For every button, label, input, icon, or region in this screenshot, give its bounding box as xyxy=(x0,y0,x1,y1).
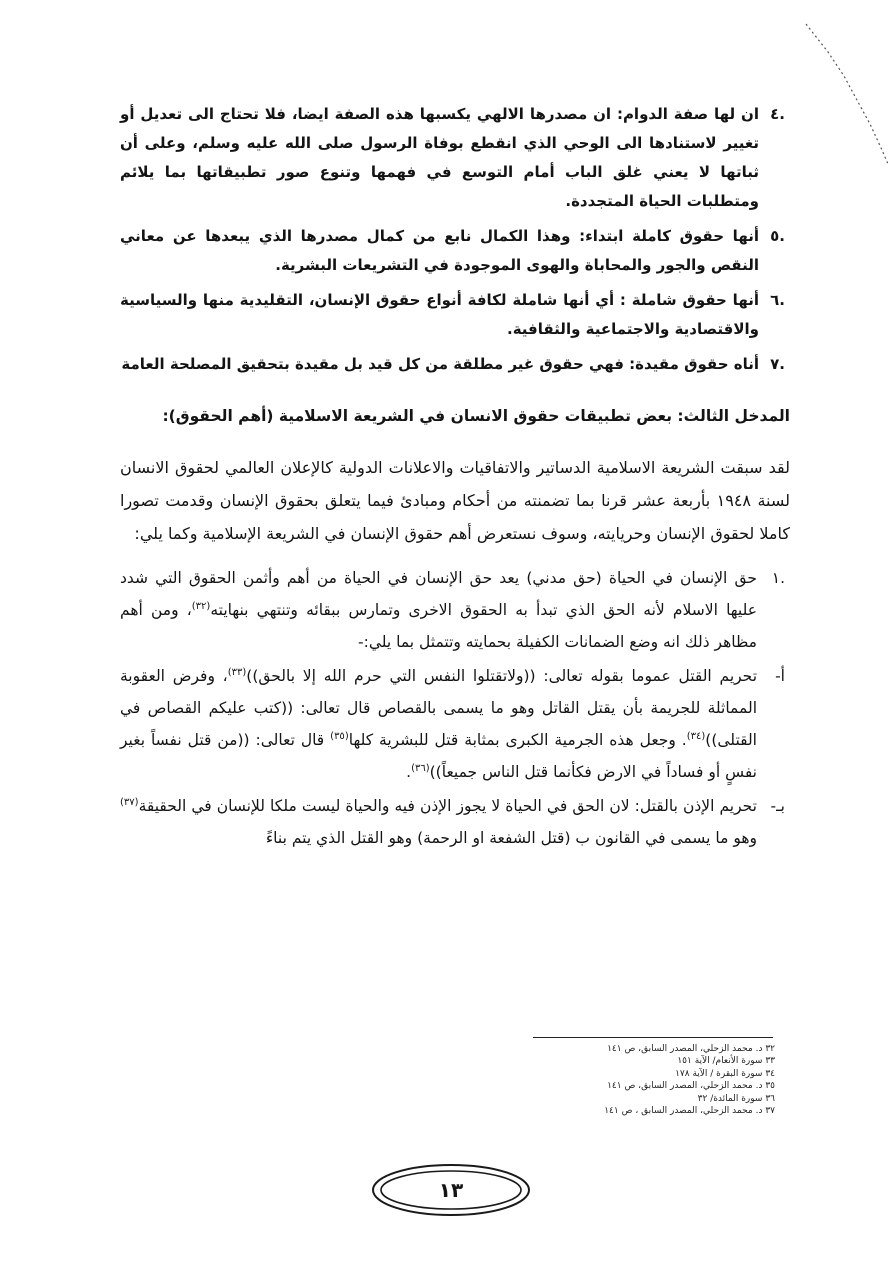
list-number: .٥ xyxy=(770,227,785,245)
list-text: أنها حقوق شاملة : أي أنها شاملة لكافة أنواع حقوق الإنسان، التقليدية منها والسياسية والاقتصادية والاجتماعية والثقافية. xyxy=(120,291,759,338)
footnote-divider xyxy=(533,1037,773,1038)
footnotes xyxy=(540,1043,775,1117)
footnote-ref: (٣٥) xyxy=(330,730,349,742)
sub-item-letter: أ- xyxy=(775,667,785,685)
footnote-ref: (٣٣) xyxy=(227,666,247,678)
list-text: أناه حقوق مقيدة: فهي حقوق غير مطلقة من كل قيد بل مقيدة بتحقيق المصلحة العامة xyxy=(121,355,759,373)
sub-item-text: تحريم القتل عموما بقوله تعالى: ((ولاتقتلوا النفس التي حرم الله إلا بالحق)) xyxy=(246,667,758,685)
footnote-ref: (٣٢) xyxy=(191,600,211,612)
list-number: .٦ xyxy=(770,291,785,309)
sub-item-text: تحريم الإذن بالقتل: لان الحق في الحياة لا يجوز الإذن فيه والحياة ليست ملكا للإنسان في الحقيقة xyxy=(138,797,757,815)
footnote-37: ٣٧ د. محمد الزحلي، المصدر السابق ، ص ١٤١ xyxy=(604,1106,775,1117)
footnote-33: ٣٣ سورة الأنعام/ الآية ١٥١ xyxy=(677,1056,775,1067)
list-number: .١ xyxy=(771,569,785,587)
sub-item-b xyxy=(120,790,785,854)
list-number: .٤ xyxy=(770,105,785,123)
list-text: ان لها صفة الدوام: ان مصدرها الالهي يكسبها هذه الصفة ايضا، فلا تحتاج الى تعديل أو تغيير لاستنادها الى الوحي الذي انقطع بوفاة الرسول صلى الله عليه وسلم، وعلى أن ثباتها لا يعني غلق الباب أمام التوسع في فهمها وتنوع صور تطبيقاتها بما يلائم ومتطلبات الحياة المتجددة. xyxy=(120,105,759,210)
list-number: .٧ xyxy=(770,355,785,373)
section-heading: المدخل الثالث: بعض تطبيقات حقوق الانسان في الشريعة الاسلامية (أهم الحقوق): xyxy=(162,407,790,425)
list-item-6 xyxy=(120,286,785,344)
list-item-7 xyxy=(120,350,785,379)
list-item-4 xyxy=(120,100,785,216)
footnote-ref: (٣٦) xyxy=(411,762,430,774)
scan-edge-mark xyxy=(800,18,892,168)
footnote-34: ٣٤ سورة البقرة / الآية ١٧٨ xyxy=(675,1068,775,1079)
right-to-life-text-cont: ، ومن أهم مظاهر ذلك انه وضع الضمانات الكفيلة بحمايته وتتمثل بما يلي:- xyxy=(120,601,757,651)
footnote-35: ٣٥ د. محمد الزحلي، المصدر السابق، ص ١٤١ xyxy=(607,1081,775,1092)
footnote-36: ٣٦ سورة المائدة/ ٣٢ xyxy=(697,1093,775,1104)
sub-item-text: . xyxy=(406,763,412,781)
sub-item-text: قال تعالى: ((من قتل نفساً بغير نفسٍ أو فساداً في الارض فكأنما قتل الناس جميعاً)) xyxy=(120,731,757,781)
sub-item-text: وهو ما يسمى في القانون ب (قتل الشفعة او الرحمة) وهو القتل الذي يتم بناءً xyxy=(265,829,757,847)
intro-paragraph: لقد سبقت الشريعة الاسلامية الدساتير والاتفاقيات والاعلانات الدولية كالإعلان العالمي لحقوق الانسان لسنة ١٩٤٨ بأربعة عشر قرنا بما تضمنته من أحكام ومبادئ فيما يتعلق بحقوق الإنسان وقدمت تصورا كاملا لحقوق الإنسان وحريايته، وسوف نستعرض أهم حقوق الإنسان في الشريعة الإسلامية وكما يلي: xyxy=(120,458,791,543)
list-item-5 xyxy=(120,222,785,280)
page-number-frame xyxy=(370,1162,532,1218)
list-text: أنها حقوق كاملة ابتداء: وهذا الكمال نابع من كمال مصدرها الذي يبعدها عن معاني النقص والجور والمحاباة والهوى الموجودة في التشريعات البشرية. xyxy=(120,227,759,274)
sub-item-text: ، وفرض العقوبة المماثلة للجريمة بأن يقتل القاتل وهو ما يسمى بالقصاص قال تعالى: ((كتب عليكم القصاص في القتلى)) xyxy=(120,667,757,749)
footnote-ref: (٣٧) xyxy=(120,796,139,808)
right-to-life-text: حق الإنسان في الحياة (حق مدني) يعد حق الإنسان في الحياة من أهم وأثمن الحقوق التي شدد عليها الاسلام لأنه الحق الذي تبدأ به الحقوق الاخرى وتمارس ببقائه وتنتهي بنهايته xyxy=(120,569,757,619)
document-page xyxy=(120,100,791,856)
footnote-ref: (٣٤) xyxy=(686,730,706,742)
sub-item-letter: بـ- xyxy=(770,797,785,815)
footnote-32: ٣٢ د. محمد الزحلي، المصدر السابق، ص ١٤١ xyxy=(607,1044,775,1054)
sub-item-a xyxy=(120,660,785,788)
sub-item-text: . وجعل هذه الجرمية الكبرى بمثابة قتل للبشرية كلها xyxy=(348,731,687,749)
page-number: ١٣ xyxy=(438,1178,464,1202)
right-to-life-item xyxy=(120,562,785,658)
